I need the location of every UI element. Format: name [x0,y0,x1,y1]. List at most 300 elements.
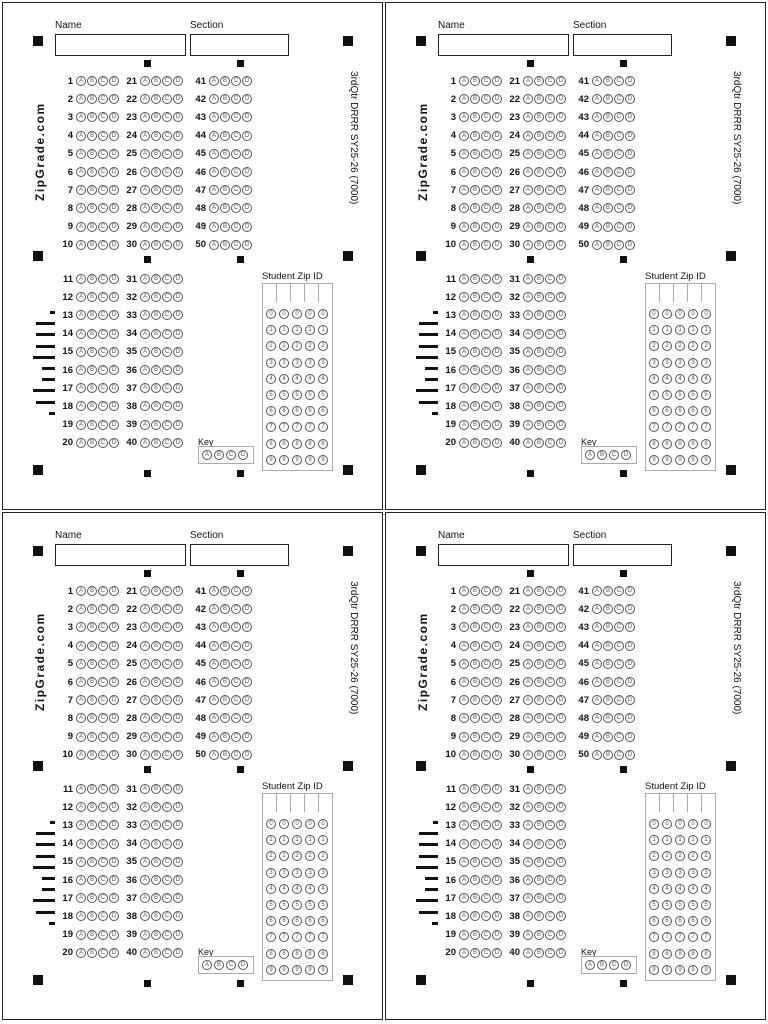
id-bubble[interactable]: 4 [701,374,711,384]
id-bubble[interactable]: 1 [688,325,698,335]
id-bubble[interactable]: 3 [649,868,659,878]
answer-bubble[interactable]: B [470,802,480,812]
answer-bubble[interactable]: A [140,604,150,614]
id-bubble[interactable]: 0 [649,819,659,829]
answer-bubble[interactable]: A [523,713,533,723]
answer-bubble[interactable]: C [98,240,108,250]
id-bubble[interactable]: 3 [279,868,289,878]
answer-bubble[interactable]: C [545,274,555,284]
id-bubble[interactable]: 2 [675,341,685,351]
answer-bubble[interactable]: A [140,310,150,320]
answer-bubble[interactable]: C [481,222,491,232]
id-bubble[interactable]: 6 [649,916,659,926]
answer-bubble[interactable]: C [545,839,555,849]
answer-bubble[interactable]: C [545,292,555,302]
answer-bubble[interactable]: B [151,365,161,375]
answer-bubble[interactable]: B [470,604,480,614]
answer-bubble[interactable]: D [625,732,635,742]
answer-bubble[interactable]: D [242,185,252,195]
answer-bubble[interactable]: B [470,784,480,794]
id-bubble[interactable]: 8 [266,949,276,959]
answer-bubble[interactable]: C [545,329,555,339]
answer-bubble[interactable]: C [98,292,108,302]
id-bubble[interactable]: 8 [292,949,302,959]
id-bubble[interactable]: 0 [266,309,276,319]
answer-bubble[interactable]: B [603,586,613,596]
answer-bubble[interactable]: C [162,820,172,830]
answer-bubble[interactable]: B [534,365,544,375]
id-bubble[interactable]: 1 [279,835,289,845]
answer-bubble[interactable]: C [98,604,108,614]
id-bubble[interactable]: 5 [318,390,328,400]
answer-bubble[interactable]: C [545,641,555,651]
answer-bubble[interactable]: A [140,875,150,885]
answer-bubble[interactable]: B [534,347,544,357]
answer-bubble[interactable]: A [592,677,602,687]
answer-bubble[interactable]: A [459,732,469,742]
id-bubble[interactable]: 9 [701,965,711,975]
answer-bubble[interactable]: A [523,149,533,159]
id-bubble[interactable]: 8 [318,949,328,959]
answer-bubble[interactable]: A [459,839,469,849]
answer-bubble[interactable]: B [87,948,97,958]
answer-bubble[interactable]: A [76,329,86,339]
answer-bubble[interactable]: C [545,222,555,232]
answer-bubble[interactable]: A [76,76,86,86]
answer-bubble[interactable]: D [492,875,502,885]
answer-bubble[interactable]: D [492,185,502,195]
answer-bubble[interactable]: C [545,112,555,122]
answer-bubble[interactable]: C [545,185,555,195]
answer-bubble[interactable]: D [492,695,502,705]
answer-bubble[interactable]: A [140,347,150,357]
key-bubble[interactable]: B [214,960,224,970]
answer-bubble[interactable]: A [209,732,219,742]
answer-bubble[interactable]: C [545,677,555,687]
answer-bubble[interactable]: B [603,167,613,177]
answer-bubble[interactable]: B [603,76,613,86]
answer-bubble[interactable]: A [140,948,150,958]
answer-bubble[interactable]: C [162,131,172,141]
answer-bubble[interactable]: A [459,604,469,614]
name-field[interactable] [55,544,186,566]
answer-bubble[interactable]: D [556,948,566,958]
answer-bubble[interactable]: D [556,347,566,357]
answer-bubble[interactable]: C [545,401,555,411]
answer-bubble[interactable]: A [140,420,150,430]
answer-bubble[interactable]: D [173,784,183,794]
id-bubble[interactable]: 8 [292,439,302,449]
answer-bubble[interactable]: D [625,641,635,651]
id-bubble[interactable]: 3 [675,358,685,368]
answer-bubble[interactable]: A [523,292,533,302]
id-digit-box[interactable] [319,794,333,812]
answer-bubble[interactable]: B [87,274,97,284]
id-bubble[interactable]: 9 [701,455,711,465]
answer-bubble[interactable]: D [492,857,502,867]
answer-bubble[interactable]: B [220,240,230,250]
answer-bubble[interactable]: C [614,586,624,596]
answer-bubble[interactable]: D [242,713,252,723]
answer-bubble[interactable]: C [481,347,491,357]
answer-bubble[interactable]: A [76,857,86,867]
id-bubble[interactable]: 7 [662,422,672,432]
id-bubble[interactable]: 8 [649,949,659,959]
answer-bubble[interactable]: B [87,820,97,830]
answer-bubble[interactable]: D [492,784,502,794]
answer-bubble[interactable]: D [556,604,566,614]
id-bubble[interactable]: 5 [279,900,289,910]
answer-bubble[interactable]: A [523,383,533,393]
answer-bubble[interactable]: C [545,167,555,177]
answer-bubble[interactable]: D [173,930,183,940]
answer-bubble[interactable]: D [173,586,183,596]
answer-bubble[interactable]: C [614,76,624,86]
answer-bubble[interactable]: D [173,383,183,393]
answer-bubble[interactable]: C [231,604,241,614]
answer-bubble[interactable]: C [162,365,172,375]
answer-bubble[interactable]: D [109,438,119,448]
answer-bubble[interactable]: A [523,622,533,632]
answer-bubble[interactable]: A [459,131,469,141]
answer-bubble[interactable]: D [173,131,183,141]
answer-bubble[interactable]: B [534,930,544,940]
answer-bubble[interactable]: C [162,203,172,213]
answer-bubble[interactable]: B [220,167,230,177]
answer-bubble[interactable]: A [76,586,86,596]
answer-bubble[interactable]: A [459,401,469,411]
id-bubble[interactable]: 7 [318,932,328,942]
answer-bubble[interactable]: B [534,802,544,812]
answer-bubble[interactable]: D [109,677,119,687]
answer-bubble[interactable]: B [534,292,544,302]
answer-bubble[interactable]: D [242,94,252,104]
answer-bubble[interactable]: D [556,76,566,86]
answer-bubble[interactable]: D [492,240,502,250]
id-bubble[interactable]: 2 [305,341,315,351]
answer-bubble[interactable]: C [162,401,172,411]
answer-bubble[interactable]: D [492,274,502,284]
answer-bubble[interactable]: A [140,820,150,830]
id-bubble[interactable]: 0 [318,309,328,319]
id-bubble[interactable]: 4 [688,374,698,384]
answer-bubble[interactable]: D [109,857,119,867]
answer-bubble[interactable]: D [492,732,502,742]
answer-bubble[interactable]: B [151,203,161,213]
answer-bubble[interactable]: D [109,750,119,760]
answer-bubble[interactable]: C [481,622,491,632]
answer-bubble[interactable]: B [87,784,97,794]
answer-bubble[interactable]: B [151,420,161,430]
answer-bubble[interactable]: D [173,875,183,885]
answer-bubble[interactable]: A [459,185,469,195]
answer-bubble[interactable]: B [470,310,480,320]
answer-bubble[interactable]: B [87,695,97,705]
answer-bubble[interactable]: A [140,185,150,195]
answer-bubble[interactable]: B [534,586,544,596]
answer-bubble[interactable]: C [545,604,555,614]
answer-bubble[interactable]: B [87,401,97,411]
answer-bubble[interactable]: D [556,274,566,284]
answer-bubble[interactable]: C [162,222,172,232]
answer-bubble[interactable]: D [173,948,183,958]
answer-bubble[interactable]: D [109,131,119,141]
answer-bubble[interactable]: C [162,839,172,849]
answer-bubble[interactable]: A [459,438,469,448]
answer-bubble[interactable]: C [162,750,172,760]
id-bubble[interactable]: 7 [675,422,685,432]
answer-bubble[interactable]: B [87,149,97,159]
answer-bubble[interactable]: B [151,274,161,284]
answer-bubble[interactable]: C [162,274,172,284]
answer-bubble[interactable]: B [151,732,161,742]
answer-bubble[interactable]: D [109,401,119,411]
answer-bubble[interactable]: C [98,131,108,141]
id-bubble[interactable]: 3 [675,868,685,878]
answer-bubble[interactable]: B [87,930,97,940]
answer-bubble[interactable]: C [98,948,108,958]
answer-bubble[interactable]: C [481,732,491,742]
id-digit-box[interactable] [319,284,333,302]
answer-bubble[interactable]: D [625,94,635,104]
answer-bubble[interactable]: D [492,677,502,687]
answer-bubble[interactable]: B [470,240,480,250]
answer-bubble[interactable]: D [492,167,502,177]
id-bubble[interactable]: 1 [305,325,315,335]
id-bubble[interactable]: 3 [701,358,711,368]
answer-bubble[interactable]: A [76,750,86,760]
answer-bubble[interactable]: A [523,438,533,448]
answer-bubble[interactable]: C [162,604,172,614]
answer-bubble[interactable]: D [173,695,183,705]
answer-bubble[interactable]: D [109,149,119,159]
answer-bubble[interactable]: C [98,839,108,849]
id-bubble[interactable]: 9 [318,965,328,975]
answer-bubble[interactable]: A [459,586,469,596]
answer-bubble[interactable]: B [534,695,544,705]
answer-bubble[interactable]: A [209,222,219,232]
answer-bubble[interactable]: D [109,732,119,742]
answer-bubble[interactable]: D [242,222,252,232]
answer-bubble[interactable]: B [470,203,480,213]
id-bubble[interactable]: 5 [318,900,328,910]
id-bubble[interactable]: 9 [305,455,315,465]
answer-bubble[interactable]: B [151,240,161,250]
answer-bubble[interactable]: B [470,131,480,141]
answer-bubble[interactable]: D [556,420,566,430]
answer-bubble[interactable]: A [523,677,533,687]
answer-bubble[interactable]: C [162,329,172,339]
answer-bubble[interactable]: C [231,750,241,760]
answer-bubble[interactable]: A [76,310,86,320]
id-bubble[interactable]: 5 [266,390,276,400]
answer-bubble[interactable]: C [545,732,555,742]
answer-bubble[interactable]: A [140,802,150,812]
answer-bubble[interactable]: C [98,310,108,320]
answer-bubble[interactable]: D [173,677,183,687]
answer-bubble[interactable]: A [523,802,533,812]
answer-bubble[interactable]: C [98,857,108,867]
answer-bubble[interactable]: C [162,112,172,122]
answer-bubble[interactable]: D [242,131,252,141]
answer-bubble[interactable]: B [87,875,97,885]
answer-bubble[interactable]: D [242,167,252,177]
answer-bubble[interactable]: D [173,222,183,232]
answer-bubble[interactable]: A [523,875,533,885]
answer-bubble[interactable]: C [545,586,555,596]
answer-bubble[interactable]: B [220,94,230,104]
answer-bubble[interactable]: C [231,732,241,742]
answer-bubble[interactable]: D [173,420,183,430]
answer-bubble[interactable]: D [556,149,566,159]
answer-bubble[interactable]: A [76,222,86,232]
answer-bubble[interactable]: C [231,149,241,159]
answer-bubble[interactable]: B [87,802,97,812]
answer-bubble[interactable]: A [459,802,469,812]
answer-bubble[interactable]: D [173,149,183,159]
answer-bubble[interactable]: D [173,112,183,122]
id-bubble[interactable]: 9 [292,455,302,465]
id-bubble[interactable]: 3 [662,868,672,878]
id-bubble[interactable]: 2 [318,851,328,861]
answer-bubble[interactable]: D [109,94,119,104]
answer-bubble[interactable]: B [220,641,230,651]
answer-bubble[interactable]: A [140,365,150,375]
id-bubble[interactable]: 7 [266,932,276,942]
answer-bubble[interactable]: A [592,622,602,632]
id-digit-box[interactable] [277,284,291,302]
answer-bubble[interactable]: D [492,420,502,430]
id-bubble[interactable]: 8 [662,439,672,449]
id-bubble[interactable]: 0 [292,309,302,319]
id-bubble[interactable]: 1 [701,325,711,335]
answer-bubble[interactable]: C [162,930,172,940]
answer-bubble[interactable]: B [470,149,480,159]
answer-bubble[interactable]: D [242,622,252,632]
id-bubble[interactable]: 1 [292,325,302,335]
answer-bubble[interactable]: B [534,875,544,885]
answer-bubble[interactable]: C [481,310,491,320]
answer-bubble[interactable]: A [523,641,533,651]
answer-bubble[interactable]: B [534,94,544,104]
answer-bubble[interactable]: C [162,622,172,632]
answer-bubble[interactable]: C [545,94,555,104]
answer-bubble[interactable]: A [523,240,533,250]
id-bubble[interactable]: 3 [292,358,302,368]
answer-bubble[interactable]: D [556,784,566,794]
answer-bubble[interactable]: B [470,930,480,940]
answer-bubble[interactable]: D [173,76,183,86]
answer-bubble[interactable]: C [98,420,108,430]
answer-bubble[interactable]: B [534,203,544,213]
answer-bubble[interactable]: D [625,677,635,687]
answer-bubble[interactable]: D [556,659,566,669]
answer-bubble[interactable]: C [98,365,108,375]
answer-bubble[interactable]: C [545,383,555,393]
answer-bubble[interactable]: C [231,94,241,104]
id-bubble[interactable]: 9 [688,455,698,465]
answer-bubble[interactable]: B [151,185,161,195]
answer-bubble[interactable]: B [603,713,613,723]
answer-bubble[interactable]: D [492,438,502,448]
answer-bubble[interactable]: C [481,820,491,830]
answer-bubble[interactable]: D [109,203,119,213]
answer-bubble[interactable]: C [231,659,241,669]
id-bubble[interactable]: 6 [292,916,302,926]
id-bubble[interactable]: 4 [266,374,276,384]
answer-bubble[interactable]: C [231,112,241,122]
answer-bubble[interactable]: D [556,641,566,651]
answer-bubble[interactable]: D [492,948,502,958]
name-field[interactable] [438,544,569,566]
answer-bubble[interactable]: B [470,401,480,411]
id-bubble[interactable]: 0 [688,309,698,319]
answer-bubble[interactable]: D [556,820,566,830]
key-bubble[interactable]: C [226,450,236,460]
answer-bubble[interactable]: B [534,784,544,794]
answer-bubble[interactable]: A [140,839,150,849]
answer-bubble[interactable]: A [76,604,86,614]
id-digit-box[interactable] [263,284,277,302]
answer-bubble[interactable]: B [470,94,480,104]
id-bubble[interactable]: 8 [305,439,315,449]
answer-bubble[interactable]: B [151,149,161,159]
answer-bubble[interactable]: A [76,185,86,195]
answer-bubble[interactable]: B [603,94,613,104]
answer-bubble[interactable]: D [556,131,566,141]
answer-bubble[interactable]: A [523,893,533,903]
answer-bubble[interactable]: B [470,820,480,830]
id-bubble[interactable]: 4 [318,374,328,384]
answer-bubble[interactable]: B [470,641,480,651]
answer-bubble[interactable]: C [614,131,624,141]
id-bubble[interactable]: 1 [701,835,711,845]
answer-bubble[interactable]: A [76,401,86,411]
answer-bubble[interactable]: D [492,604,502,614]
answer-bubble[interactable]: D [173,820,183,830]
answer-bubble[interactable]: A [76,930,86,940]
answer-bubble[interactable]: D [242,149,252,159]
id-bubble[interactable]: 6 [701,916,711,926]
answer-bubble[interactable]: D [109,948,119,958]
answer-bubble[interactable]: B [220,622,230,632]
id-bubble[interactable]: 0 [701,309,711,319]
answer-bubble[interactable]: A [140,750,150,760]
answer-bubble[interactable]: A [140,732,150,742]
id-bubble[interactable]: 9 [649,455,659,465]
answer-bubble[interactable]: A [459,149,469,159]
answer-bubble[interactable]: A [523,784,533,794]
id-digit-box[interactable] [688,794,702,812]
answer-bubble[interactable]: A [209,695,219,705]
answer-bubble[interactable]: A [523,222,533,232]
answer-bubble[interactable]: C [98,750,108,760]
answer-bubble[interactable]: B [220,586,230,596]
answer-bubble[interactable]: C [162,383,172,393]
answer-bubble[interactable]: B [220,659,230,669]
answer-bubble[interactable]: A [76,240,86,250]
answer-bubble[interactable]: B [151,713,161,723]
answer-bubble[interactable]: C [481,94,491,104]
answer-bubble[interactable]: A [459,750,469,760]
answer-bubble[interactable]: B [534,893,544,903]
answer-bubble[interactable]: C [162,641,172,651]
answer-bubble[interactable]: D [109,641,119,651]
answer-bubble[interactable]: C [481,839,491,849]
answer-bubble[interactable]: D [109,586,119,596]
answer-bubble[interactable]: D [109,185,119,195]
answer-bubble[interactable]: C [481,240,491,250]
